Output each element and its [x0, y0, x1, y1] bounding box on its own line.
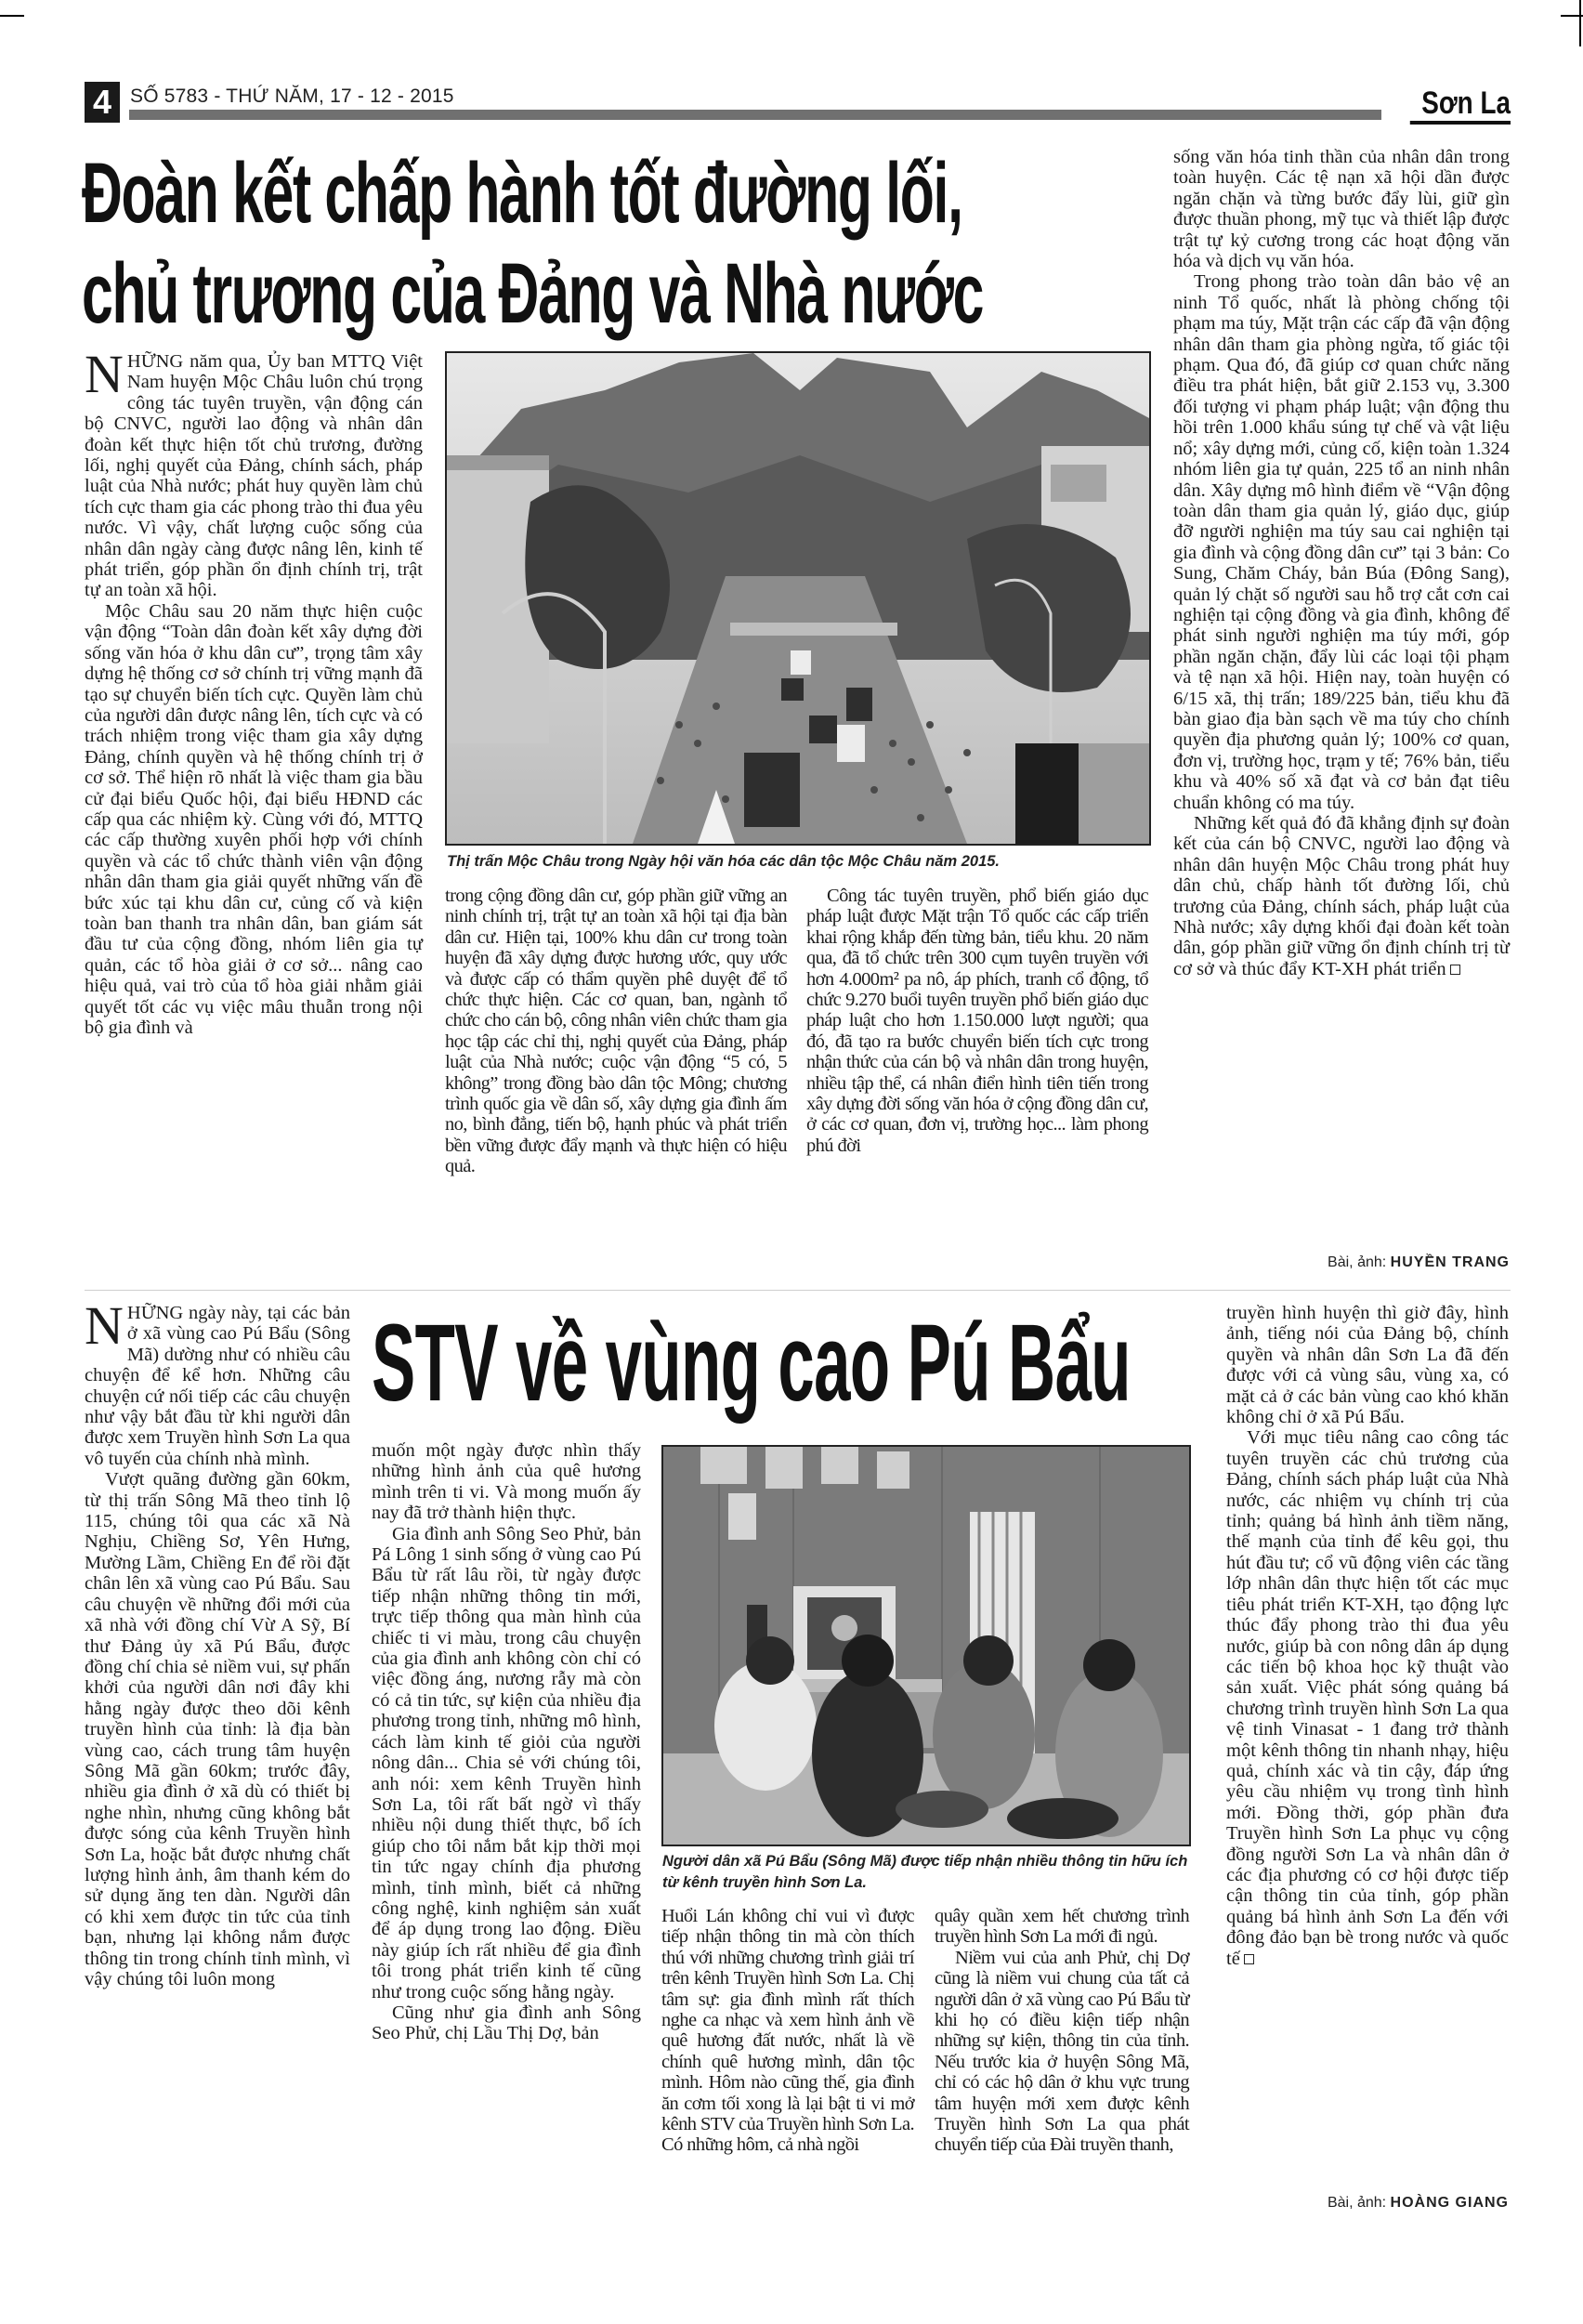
crop-mark-left [0, 15, 24, 17]
article2-paragraph: Vượt quãng đường gần 60km, từ thị trấn Sông Mã theo tỉnh lộ 115, chúng tôi qua các xã Nà Nghịu, Chiềng Sơ, Yên Hưng, Mường Lầm, Chiềng En để rồi đặt chân lên xã vùng cao Pú Bẩu. Sau câu chuyện về những đổi mới của xã nhà với đồng chí Vừ A Sỹ, Bí thư Đảng ủy xã Pú Bẩu, được đồng chí chia sẻ niềm vui, sự phấn khởi của người dân nơi đây khi hằng ngày được theo dõi kênh truyền hình của tỉnh: là địa bàn vùng cao, cách trung tâm huyện Sông Mã gần 60km; trước đây, nhiều gia đình ở xã dù có thiết bị nghe nhìn, nhưng cũng không bắt được sóng của kênh Truyền hình Sơn La, hoặc bắt được nhưng chất lượng hình ảnh, âm thanh kém do sử dụng ăng ten dàn. Người dân có khi xem được tin tức của tỉnh bạn, nhưng lại không nắm được thông tin trong chính tỉnh mình, vì vậy chúng tôi luôn mong [85, 1469, 350, 1989]
article2-paragraph: Niềm vui của anh Phử, chị Dợ cũng là niềm vui chung của tất cả người dân ở xã vùng cao Pú Bẩu từ khi họ có điều kiện tiếp nhận những sự kiện, thông tin của tỉnh. Nếu trước kia ở huyện Sông Mã, chỉ có các hộ dân ở khu vực trung tâm huyện mới xem được kênh Truyền hình Sơn La qua phát chuyển tiếp của Đài truyền thanh, [935, 1947, 1189, 2156]
family-watching-tv-image [663, 1447, 1189, 1845]
byline-author: HOÀNG GIANG [1390, 2195, 1509, 2211]
article2-paragraph: truyền hình huyện thì giờ đây, hình ảnh, tiếng nói của Đảng bộ, chính quyền và nhân dân Sơn La đã đến được với cả vùng sâu, vùng xa, có mặt cả ở các bản vùng cao khó khăn không chỉ ở xã Pú Bẩu. [1226, 1303, 1509, 1428]
section-brand: Sơn La [1410, 85, 1511, 125]
article1-headline-line1: Đoàn kết chấp hành tốt đường lối, [82, 146, 962, 241]
article1-column-3 [806, 886, 1148, 1156]
article2-column-3 [661, 1906, 914, 2156]
article2-byline [1226, 2195, 1509, 2212]
article1-paragraph: Những kết quả đó đã khẳng định sự đoàn kết của cán bộ CNVC, người lao động và nhân dân huyện Mộc Châu trong phát huy dân chủ, chấp hành tốt đường lối, chủ trương của Đảng, chính sách, pháp luật của Nhà nước; xây dựng khối đại đoàn kết toàn dân, góp phần giữ vững ổn định chính trị từ cơ sở và thúc đẩy KT-XH phát triển [1173, 813, 1510, 979]
header-rule [129, 110, 1381, 120]
article1-headline [82, 143, 1152, 344]
article2-photo-caption: Người dân xã Pú Bẩu (Sông Mã) được tiếp nhận nhiều thông tin hữu ích từ kênh truyền hình Sơn La. [662, 1853, 1188, 1891]
article2-column-5 [1226, 1303, 1509, 1969]
article1-lead-paragraph: NHỮNG năm qua, Ủy ban MTTQ Việt Nam huyện Mộc Châu luôn chú trọng công tác tuyên truyền, vận động cán bộ CNVC, người lao động và nhân dân đoàn kết thực hiện tốt chủ trương, đường lối, nghị quyết của Đảng, chính sách, pháp luật của Nhà nước; phát huy quyền làm chủ tích cực tham gia các phong trào thi đua yêu nước. Vì vậy, chất lượng cuộc sống của nhân dân ngày càng được nâng lên, kinh tế phát triển, góp phần ổn định chính trị, trật tự an toàn xã hội. [85, 344, 423, 601]
article2-lead-paragraph: NHỮNG ngày này, tại các bản ở xã vùng cao Pú Bẩu (Sông Mã) dường như có nhiều câu chuyện để kể hơn. Những câu chuyện cứ nối tiếp các câu chuyện như vậy bắt đầu từ khi người dân được xem Truyền hình Sơn La qua vô tuyến của chính nhà mình. [85, 1295, 350, 1469]
article2-headline: STV về vùng cao Pú Bẩu [372, 1302, 1131, 1425]
article2-paragraph: Huổi Lán không chỉ vui vì được tiếp nhận thông tin mà còn thích thú với những chương trình giải trí trên kênh Truyền hình Sơn La. Chị tâm sự: gia đình mình rất thích nghe ca nhạc và xem hình ảnh về quê hương đất nước, nhất là về chính quê hương mình, dân tộc mình. Hôm nào cũng thế, gia đình ăn cơm tối xong là lại bật ti vi mở kênh STV của Truyền hình Sơn La. Có những hôm, cả nhà ngồi [661, 1906, 914, 2156]
byline-prefix: Bài, ảnh: [1328, 1254, 1387, 1270]
article1-photo-moc-chau-street [445, 351, 1151, 846]
drop-cap: N [85, 344, 124, 404]
article2-paragraph: Cũng như gia đình anh Sông Seo Phử, chị Lầu Thị Dợ, bản [372, 2002, 641, 2044]
street-festival-image [447, 353, 1149, 844]
drop-cap: N [85, 1295, 124, 1356]
end-mark-icon [1450, 965, 1460, 975]
article1-column-2 [445, 886, 787, 1177]
article2-column-1 [85, 1295, 350, 1989]
article2-column-4 [935, 1906, 1189, 2156]
article1-paragraph: sống văn hóa tinh thần của nhân dân trong toàn huyện. Các tệ nạn xã hội dần được ngăn chặn và từng bước đẩy lùi, giữ gìn được thuần phong, mỹ tục và thiết lập được trật tự kỷ cương trong các hoạt động văn hóa và dịch vụ văn hóa. [1173, 147, 1510, 272]
article2-paragraph: quây quần xem hết chương trình truyền hình Sơn La mới đi ngủ. [935, 1906, 1189, 1948]
article1-headline-line2: chủ trương của Đảng và Nhà nước [82, 246, 984, 341]
article1-paragraph: trong cộng đồng dân cư, góp phần giữ vững an ninh chính trị, trật tự an toàn xã hội tại địa bàn dân cư. Hiện tại, 100% khu dân cư trong toàn huyện đã xây dựng được hương ước, quy ước và được cấp có thẩm quyền phê duyệt để tổ chức thực hiện. Các cơ quan, ban, ngành tổ chức cho cán bộ, công nhân viên chức tham gia học tập các chỉ thị, nghị quyết của Đảng, pháp luật của Nhà nước; cuộc vận động “5 có, 5 không” trong đồng bào dân tộc Mông; chương trình quốc gia về dân số, xây dựng gia đình ấm no, bình đẳng, tiến bộ, hạnh phúc và phát triển bền vững được đẩy mạnh và thực hiện có hiệu quả. [445, 886, 787, 1177]
article1-paragraph: Trong phong trào toàn dân bảo vệ an ninh Tổ quốc, nhất là phòng chống tội phạm ma túy, Mặt trận các cấp đã vận động nhân dân tham gia phòng ngừa, tố giác tội phạm. Qua đó, đã giúp cơ quan chức năng điều tra phát hiện, bắt giữ 2.153 vụ, 3.300 đối tượng vi phạm pháp luật; vận động thu hồi trên 1.000 khẩu súng tự chế và vật liệu nổ; xây dựng mới, củng cố, kiện toàn 1.324 nhóm liên gia tự quản, 225 tổ an ninh nhân dân. Xây dựng mô hình điểm về “Vận động toàn dân tham gia quản lý, giáo dục, giúp đỡ người nghiện ma túy sau cai nghiện tại gia đình và cộng đồng dân cư” tại 3 bản: Co Sung, Chăm Cháy, bản Búa (Đông Sang), quản lý chặt số người sau hỗ trợ cắt cơn cai nghiện tại cộng đồng và gia đình, không để phát sinh người nghiện ma túy mới, góp phần ngăn chặn, đẩy lùi các loại tội phạm và tệ nạn xã hội. Hiện nay, toàn huyện có 6/15 xã, thị trấn; 189/225 bản, tiểu khu đã bàn giao địa bàn sạch về ma túy cho chính quyền địa phương quản lý; 100% cơ quan, đơn vị, trường học, trạm y tế; 76% bản, tiểu khu và 40% số xã đạt và cơ bản đạt tiêu chuẩn không có ma túy. [1173, 271, 1510, 813]
crop-mark-right-v [1579, 0, 1581, 46]
article1-paragraph: Công tác tuyên truyền, phổ biến giáo dục pháp luật được Mặt trận Tổ quốc các cấp triển khai rộng khắp đến từng bản, tiểu khu. 20 năm qua, đã tổ chức trên 300 cụm tuyên truyền với hơn 4.000m² pa nô, áp phích, tranh cổ động, tổ chức 9.270 buổi tuyên truyền phổ biến giáo dục pháp luật cho hơn 1.150.000 lượt người; qua đó, đã tạo ra bước chuyển biến tích cực trong nhận thức của cán bộ và nhân dân trong huyện, nhiều tập thể, cá nhân điển hình tiên tiến trong xây dựng đời sống văn hóa ở cộng đồng dân cư, ở các cơ quan, đơn vị, trường học... làm phong phú đời [806, 886, 1148, 1156]
article2-paragraph: muốn một ngày được nhìn thấy những hình ảnh của quê hương mình trên ti vi. Và mong muốn ấy nay đã trở thành hiện thực. [372, 1440, 641, 1524]
article2-paragraph: Với mục tiêu nâng cao công tác tuyên truyền các chủ trương của Đảng, chính sách pháp luật của Nhà nước, các nhiệm vụ chính trị của tỉnh; quảng bá hình ảnh tiềm năng, thế mạnh của tỉnh để kêu gọi, thu hút đầu tư; cổ vũ động viên các tầng lớp nhân dân thực hiện tốt các mục tiêu phát triển KT-XH, tạo động lực thúc đẩy phong trào thi đua yêu nước, giúp bà con nông dân áp dụng các tiến bộ khoa học kỹ thuật vào sản xuất. Việc phát sóng quảng bá chương trình truyền hình Sơn La qua vệ tinh Vinasat - 1 đang trở thành một kênh thông tin nhanh nhạy, hiệu quả, chính xác và tin cậy, đáp ứng yêu cầu nhiệm vụ trong tình hình mới. Đồng thời, góp phần đưa Truyền hình Sơn La phục vụ cộng đồng người Sơn La và nhân dân ở các địa phương có cơ hội được tiếp cận thông tin của tỉnh, góp phần quảng bá hình ảnh Sơn La đến với đông đảo bạn bè trong nước và quốc tế [1226, 1427, 1509, 1969]
end-mark-icon [1244, 1954, 1254, 1964]
article1-paragraph: Mộc Châu sau 20 năm thực hiện cuộc vận động “Toàn dân đoàn kết xây dựng đời sống văn hóa ở khu dân cư”, trọng tâm xây dựng hệ thống cơ sở chính trị vững mạnh đã tạo sự chuyển biến tích cực. Quyền làm chủ của người dân được nâng lên, tích cực và có trách nhiệm trong việc tham gia xây dựng Đảng, chính quyền và hệ thống chính trị ở cơ sở. Thể hiện rõ nhất là việc tham gia bầu cử đại biểu Quốc hội, đại biểu HĐND các cấp qua các nhiệm kỳ. Cùng với đó, MTTQ các cấp thường xuyên phối hợp với chính quyền và các tổ chức thành viên vận động nhân dân tham gia giải quyết những vấn đề bức xúc tại khu dân cư, củng cố và kiện toàn ban thanh tra nhân dân, ban giám sát đầu tư của cộng đồng, nhóm liên gia tự quản, các tổ hòa giải ở cơ sở... nâng cao hiệu quả, vai trò của tổ hòa giải nhằm giải quyết tốt các vụ việc mâu thuẫn trong nội bộ gia đình và [85, 600, 423, 1038]
byline-prefix: Bài, ảnh: [1327, 2195, 1387, 2211]
article1-column-1 [85, 344, 423, 1038]
article-divider [85, 1290, 1511, 1291]
article2-column-2 [372, 1440, 641, 2044]
article1-column-4 [1173, 147, 1510, 979]
article2-photo-watching-tv [661, 1445, 1191, 1846]
byline-author: HUYỀN TRANG [1390, 1254, 1510, 1270]
article2-paragraph: Gia đình anh Sông Seo Phử, bản Pá Lông 1 sinh sống ở vùng cao Pú Bẩu từ rất lâu rồi, từ ngày được tiếp nhận những thông tin mới, trực tiếp thông qua màn hình của chiếc ti vi màu, trong câu chuyện của gia đình anh không còn chỉ có việc đồng áng, nương rẫy mà còn có cả tin tức, sự kiện của nhiều địa phương trong tỉnh, những mô hình, cách làm kinh tế giỏi của người nông dân... Chia sẻ với chúng tôi, anh nói: xem kênh Truyền hình Sơn La, tôi rất bất ngờ vì thấy nhiều nội dung thiết thực, bổ ích giúp cho tôi nắm bắt kịp thời mọi tin tức ngay chính địa phương mình, tỉnh mình, biết cả những công nghệ, kinh nghiệm sản xuất để áp dụng trong lao động. Điều này giúp ích rất nhiều để gia đình tôi trong phát triển kinh tế cũng như trong cuộc sống hằng ngày. [372, 1523, 641, 2002]
article1-photo-caption: Thị trấn Mộc Châu trong Ngày hội văn hóa các dân tộc Mộc Châu năm 2015. [447, 853, 1001, 870]
issue-date-line: SỐ 5783 - THỨ NĂM, 17 - 12 - 2015 [130, 85, 454, 107]
article1-byline [1173, 1254, 1510, 1271]
page-number: 4 [85, 82, 120, 123]
